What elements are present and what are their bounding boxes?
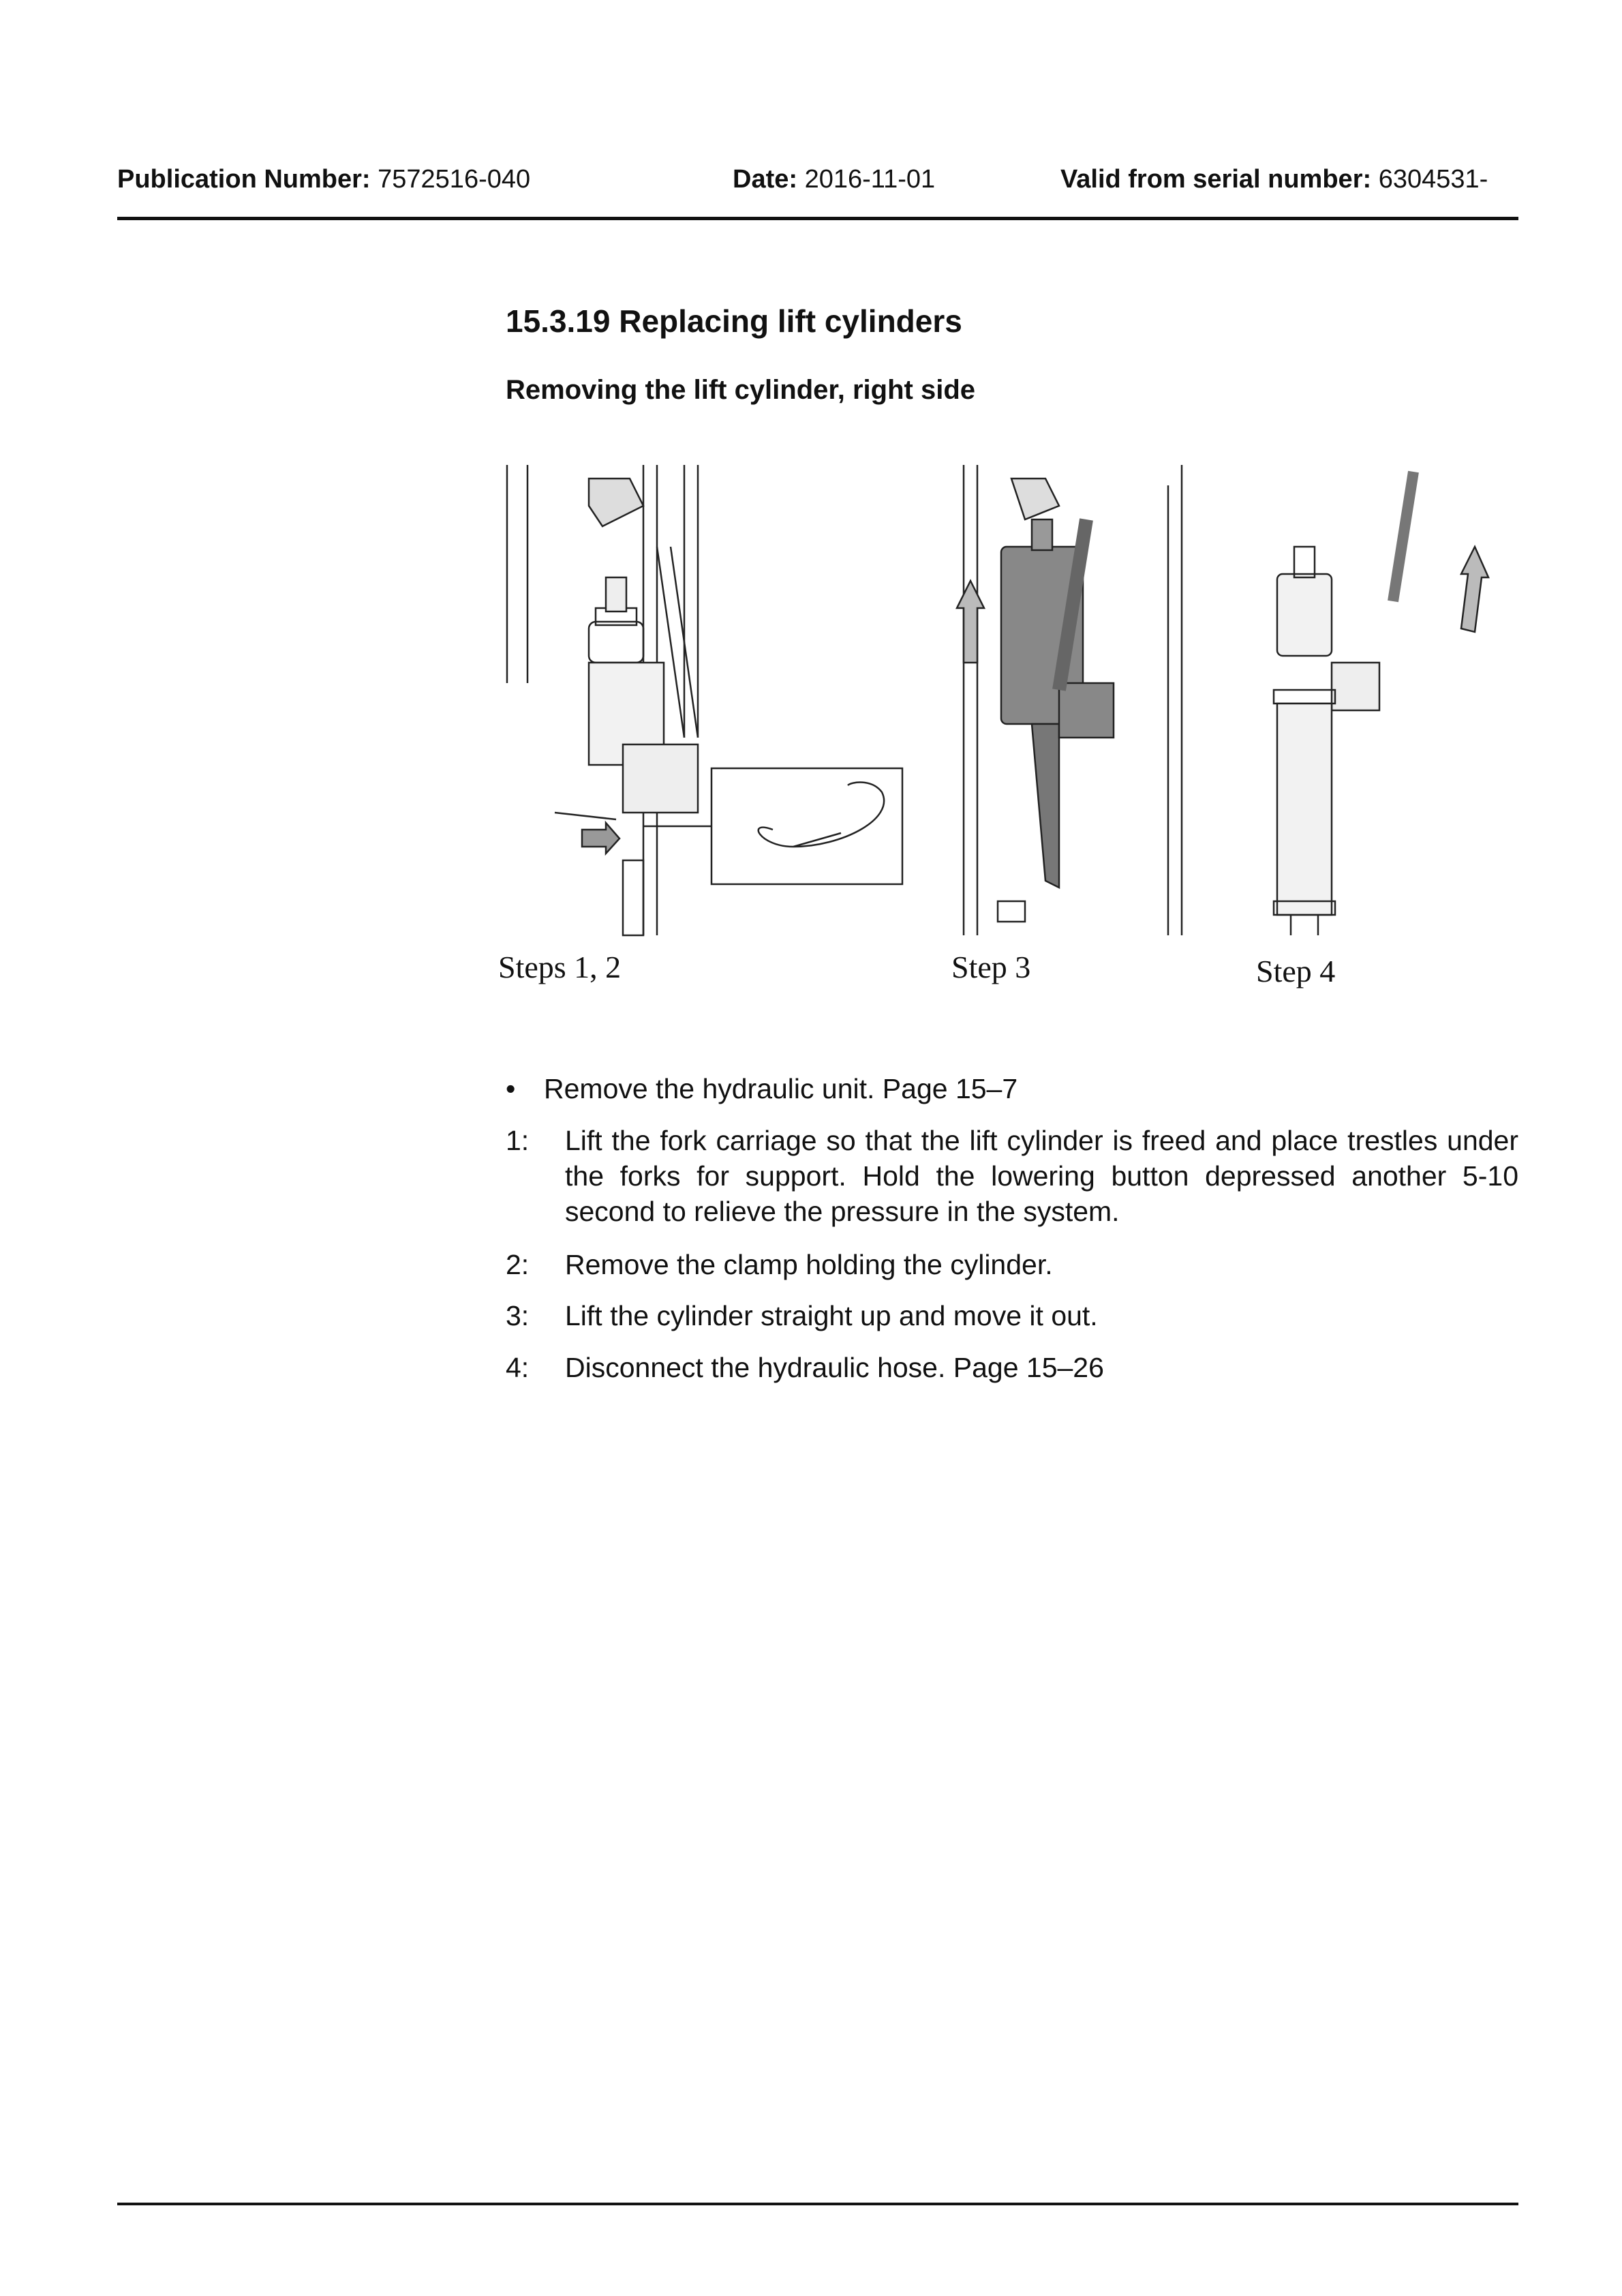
list-item-text: Lift the cylinder straight up and move it out.	[565, 1300, 1098, 1331]
step-number: 3:	[506, 1300, 530, 1331]
date-value: 2016-11-01	[804, 165, 936, 194]
section-title: 15.3.19 Replacing lift cylinders	[506, 303, 962, 339]
date	[733, 165, 935, 194]
header-divider	[117, 217, 1518, 220]
step-4-drawing	[1274, 472, 1488, 935]
steps-1-2-drawing	[507, 465, 902, 935]
list-item-text: Remove the clamp holding the cylinder.	[565, 1249, 1053, 1280]
list-item	[506, 1123, 1518, 1229]
step-number: 1:	[506, 1125, 530, 1156]
list-item	[506, 1247, 1518, 1282]
serial-value: 6304531-	[1378, 165, 1488, 194]
step-number: 4:	[506, 1352, 530, 1383]
list-item-text: Lift the fork carriage so that the lift cylinder is freed and place trestles under the forks for support. Hold the lowering button depressed another 5-10 second to relieve the pressure in the system.	[565, 1125, 1518, 1227]
serial-number	[1060, 165, 1488, 194]
caption-step-3: Step 3	[951, 950, 1031, 984]
list-item-text: Remove the hydraulic unit. Page 15–7	[544, 1073, 1018, 1104]
list-item-text: Disconnect the hydraulic hose. Page 15–26	[565, 1352, 1104, 1383]
step-number: 2:	[506, 1249, 530, 1280]
list-item	[506, 1071, 1518, 1106]
publication-label: Publication Number:	[117, 165, 371, 194]
caption-steps-1-2: Steps 1, 2	[498, 950, 622, 984]
publication-number	[117, 165, 530, 194]
section-subtitle: Removing the lift cylinder, right side	[506, 375, 976, 405]
step-3-drawing	[957, 465, 1182, 935]
lift-cylinder-illustration	[487, 465, 1518, 942]
list-item	[506, 1298, 1518, 1333]
footer-divider	[117, 2203, 1518, 2205]
serial-label: Valid from serial number:	[1060, 165, 1372, 194]
date-label: Date:	[733, 165, 798, 194]
caption-step-4: Step 4	[1256, 954, 1336, 988]
publication-value: 7572516-040	[378, 165, 531, 194]
list-item	[506, 1350, 1518, 1385]
bullet-marker: •	[506, 1073, 516, 1104]
